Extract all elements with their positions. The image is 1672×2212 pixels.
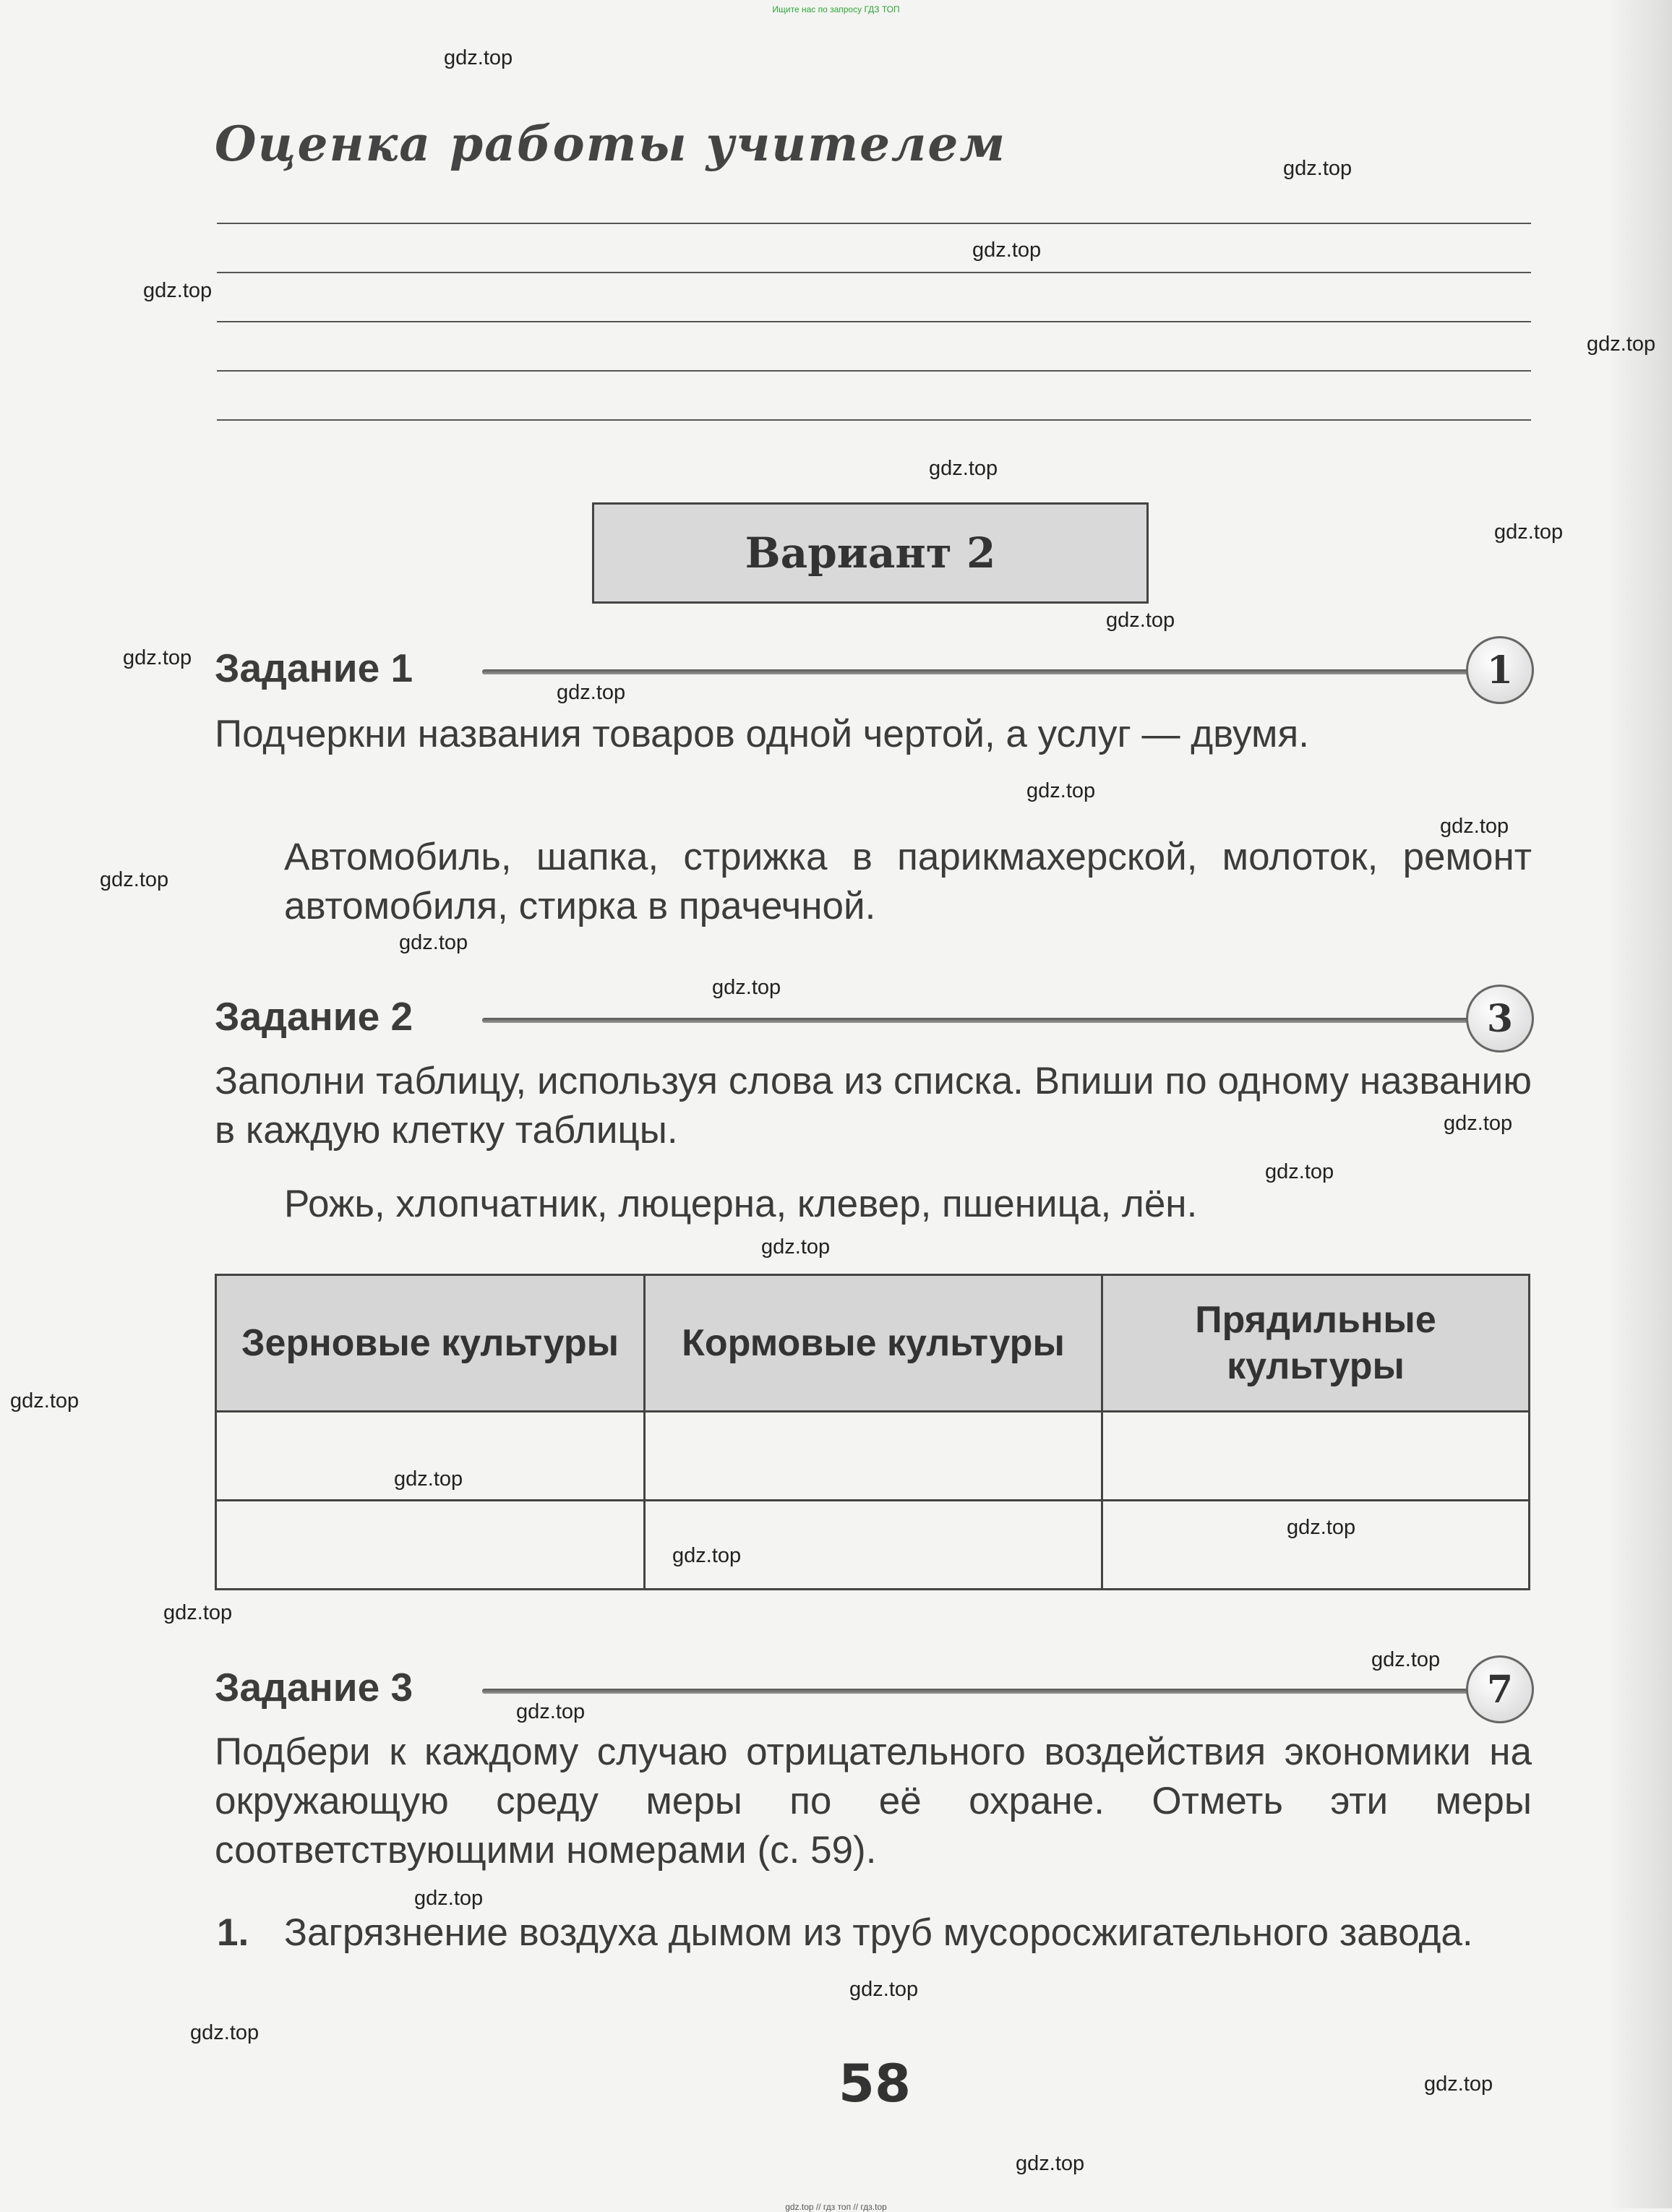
teacher-evaluation-title: Оценка работы учителем <box>215 116 1007 172</box>
write-line <box>217 419 1531 421</box>
table-cell-input[interactable] <box>645 1412 1102 1501</box>
task-2-badge: 3 <box>1466 985 1534 1053</box>
watermark: gdz.top <box>190 2021 260 2044</box>
watermark: gdz.top <box>516 1700 586 1723</box>
watermark: gdz.top <box>1371 1648 1441 1671</box>
task-1-instruction: Подчеркни названия товаров одной чертой, а услуг — двумя. <box>215 713 1309 755</box>
task-1-items: Автомобиль, шапка, стрижка в парикмахерской, молоток, ремонт автомобиля, стирка в прачечной. <box>284 836 1532 927</box>
write-line <box>217 321 1531 322</box>
watermark: gdz.top <box>1440 815 1509 838</box>
watermark: gdz.top <box>557 681 626 704</box>
table-cell-input[interactable] <box>1102 1501 1530 1590</box>
task-1-badge: 1 <box>1466 636 1534 704</box>
watermark: gdz.top <box>1265 1160 1334 1183</box>
task-3-item-1-number <box>217 1908 282 1958</box>
table-cell-input[interactable] <box>216 1501 645 1590</box>
task-2-word-list: Рожь, хлопчатник, люцерна, клевер, пшеница, лён. <box>284 1183 1198 1225</box>
watermark: gdz.top <box>123 646 192 669</box>
footer-note: gdz.top // гдз топ // гдз.top <box>785 2202 887 2212</box>
watermark: gdz.top <box>1026 779 1096 802</box>
watermark: gdz.top <box>1106 609 1175 632</box>
task-3-item-1-text: Загрязнение воздуха дымом из труб мусоросжигательного завода. <box>284 1911 1473 1954</box>
task-3-title: Задание 3 <box>215 1665 413 1710</box>
watermark: gdz.top <box>394 1467 463 1491</box>
page-number: 58 <box>838 2053 912 2114</box>
table-header-fodder: Кормовые культуры <box>645 1275 1102 1412</box>
watermark: gdz.top <box>163 1601 233 1624</box>
watermark: gdz.top <box>972 239 1042 262</box>
watermark: gdz.top <box>1287 1516 1356 1539</box>
watermark: gdz.top <box>712 976 781 999</box>
item-number: 1. <box>217 1911 249 1954</box>
watermark: gdz.top <box>444 46 513 69</box>
task-2-rule <box>482 1018 1472 1023</box>
watermark: gdz.top <box>761 1235 831 1259</box>
watermark: gdz.top <box>1494 520 1564 544</box>
write-line <box>217 272 1531 273</box>
table-header-grain: Зерновые культуры <box>216 1275 645 1412</box>
task-2-header <box>215 985 1534 1050</box>
task-3-header <box>215 1655 1534 1720</box>
watermark: gdz.top <box>1424 2072 1493 2096</box>
watermark: gdz.top <box>100 868 169 891</box>
variant-heading: Вариант 2 <box>592 502 1149 604</box>
task-1-title: Задание 1 <box>215 646 413 690</box>
task-2-title: Задание 2 <box>215 994 413 1039</box>
search-hint: Ищите нас по запросу ГДЗ ТОП <box>772 4 900 14</box>
crop-table <box>215 1274 1530 1590</box>
table-cell-input[interactable] <box>1102 1412 1530 1501</box>
watermark: gdz.top <box>1016 2152 1085 2175</box>
task-3-badge: 7 <box>1466 1655 1534 1723</box>
task-3-instruction: Подбери к каждому случаю отрицательного воздействия экономики на окружающую среду меры по её охране. Отметь эти меры соответствующими номерами (с. 59). <box>215 1731 1532 1872</box>
table-header-fiber: Прядильные культуры <box>1102 1275 1530 1412</box>
watermark: gdz.top <box>414 1887 484 1910</box>
watermark: gdz.top <box>1444 1112 1513 1135</box>
watermark: gdz.top <box>10 1389 80 1412</box>
watermark: gdz.top <box>849 1978 919 2001</box>
watermark: gdz.top <box>1587 333 1656 356</box>
page-edge-shadow <box>1607 0 1672 2208</box>
watermark: gdz.top <box>399 931 468 954</box>
task-3-rule <box>482 1689 1472 1694</box>
watermark: gdz.top <box>672 1544 742 1567</box>
watermark: gdz.top <box>1283 157 1352 180</box>
task-1-header <box>215 636 1534 701</box>
write-line <box>217 370 1531 372</box>
watermark: gdz.top <box>143 279 213 302</box>
task-1-rule <box>482 669 1472 674</box>
write-line <box>217 223 1531 224</box>
watermark: gdz.top <box>929 457 998 480</box>
task-2-instruction: Заполни таблицу, используя слова из списка. Впиши по одному названию в каждую клетку таблицы. <box>215 1060 1532 1152</box>
